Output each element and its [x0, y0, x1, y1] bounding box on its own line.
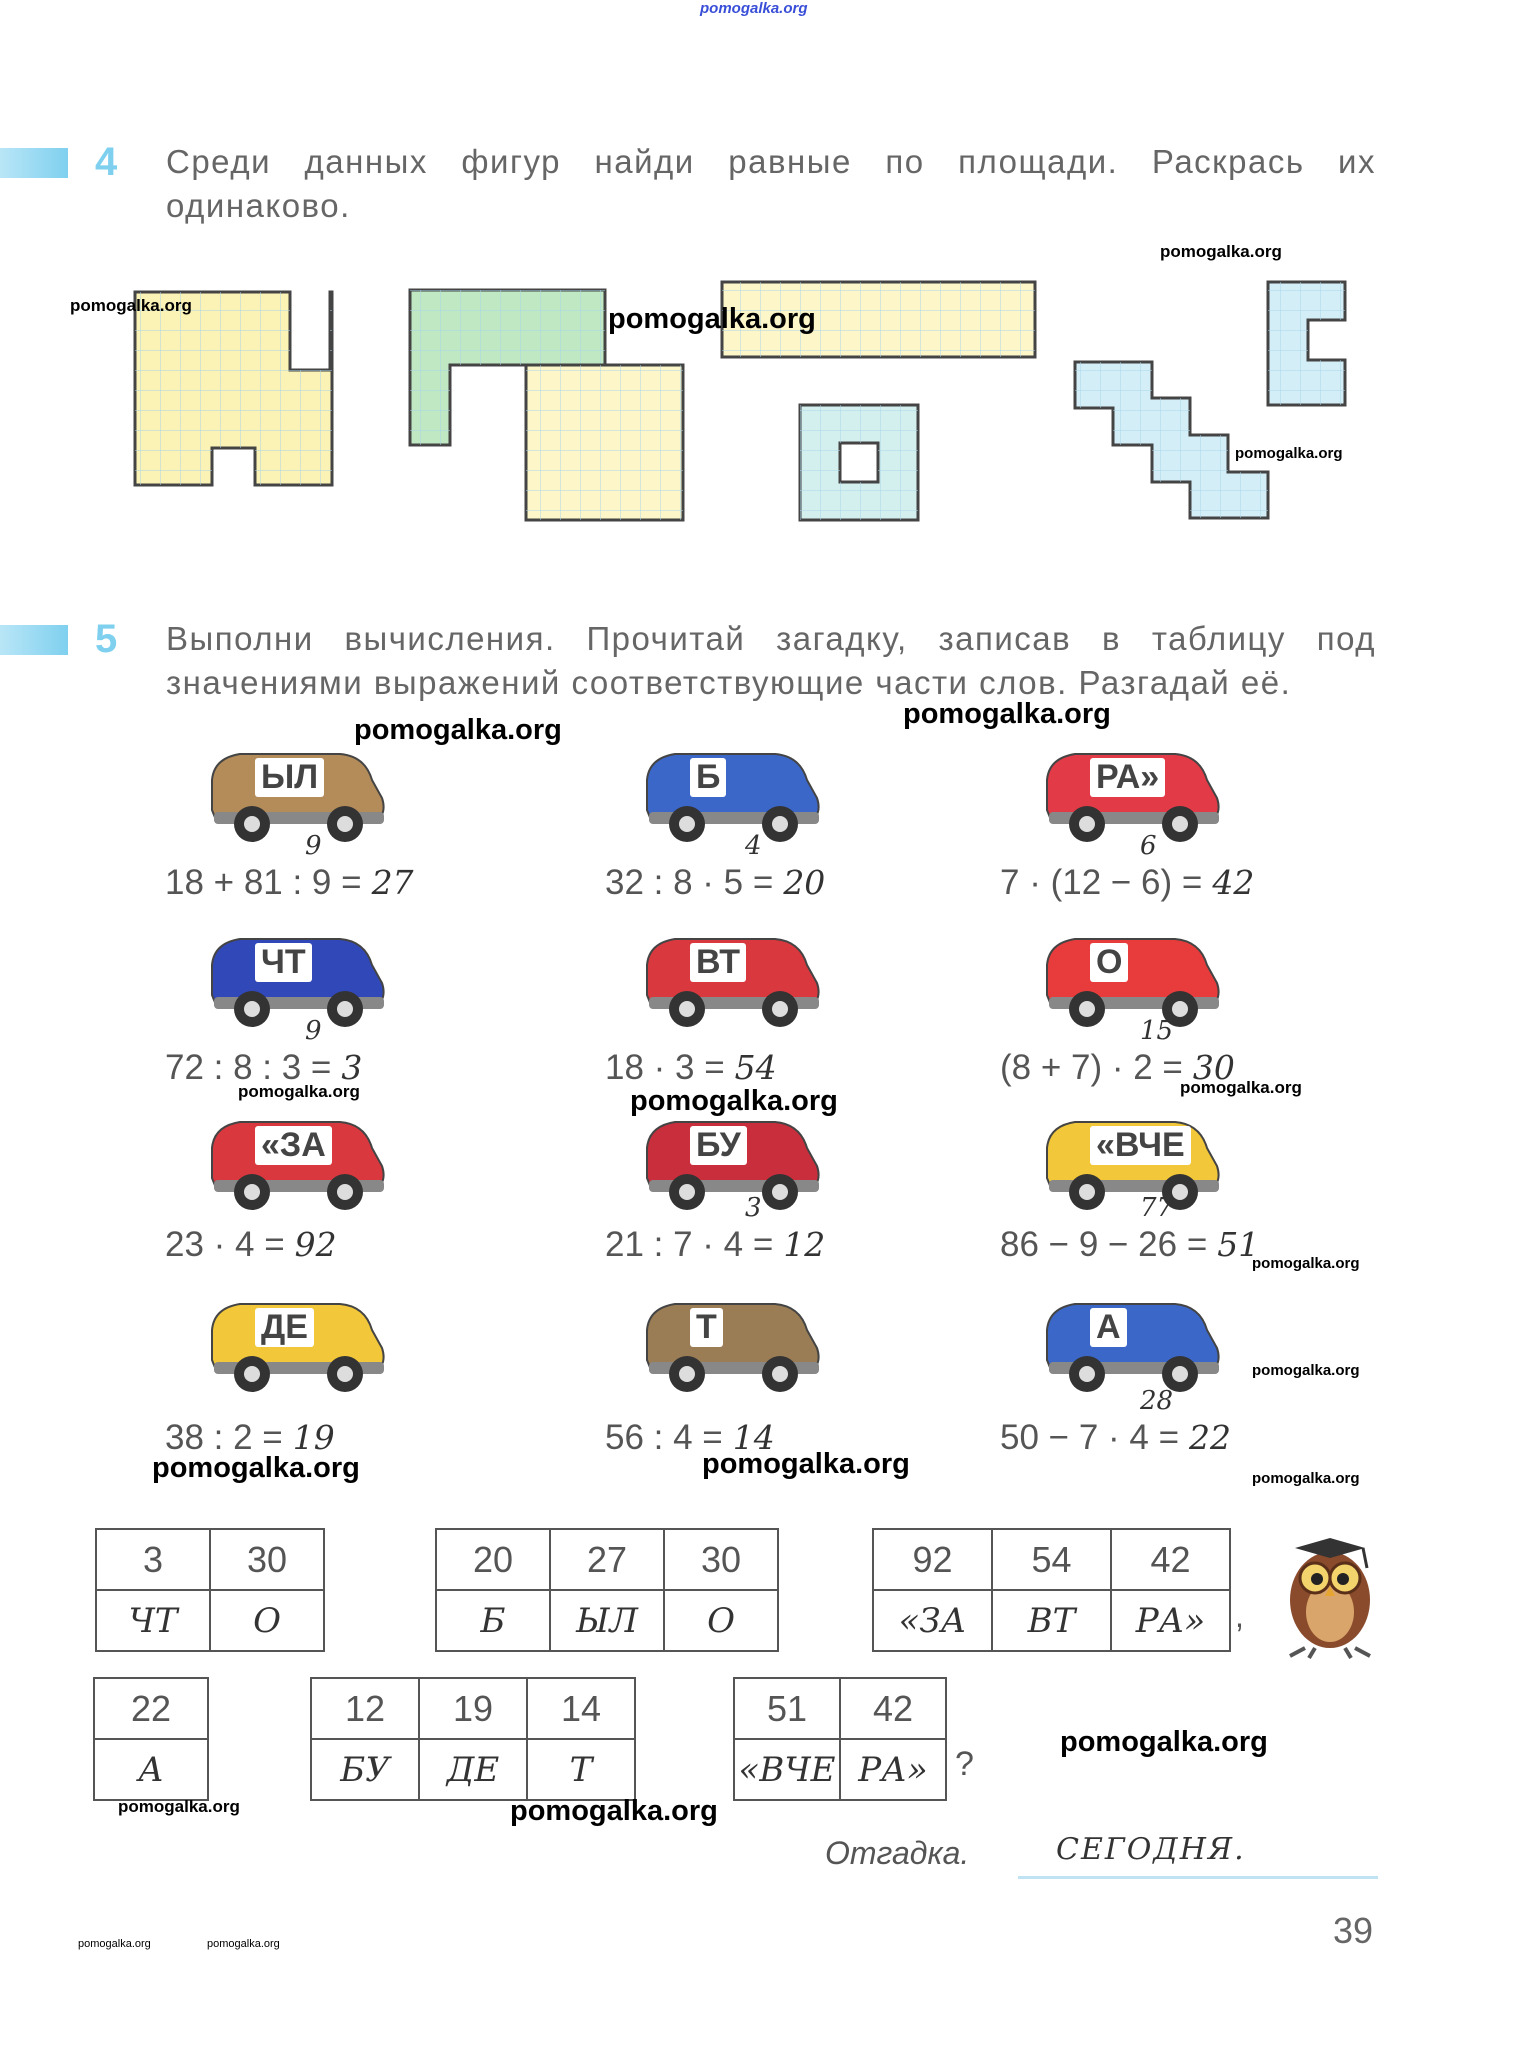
car-picture	[635, 740, 825, 850]
task5-number: 5	[95, 617, 118, 661]
expression-text: 7 · (12 − 6) =	[1000, 863, 1203, 902]
figure-big-square	[526, 365, 683, 520]
expression-answer[interactable]: 42	[1212, 863, 1255, 902]
car-word-part: «ВЧЕ	[1090, 1126, 1191, 1165]
expression-answer[interactable]: 3	[341, 1048, 363, 1087]
answer-table-4	[93, 1677, 209, 1801]
table-word-part[interactable]: БУ	[311, 1739, 419, 1800]
comma: ,	[1235, 1598, 1244, 1634]
car-picture	[200, 1108, 390, 1218]
car-word-part: ВТ	[690, 943, 746, 982]
watermark: pomogalka.org	[152, 1452, 360, 1484]
expression-text: 50 − 7 · 4 =	[1000, 1418, 1180, 1457]
answer-table-2	[435, 1528, 779, 1652]
expression	[1000, 863, 1254, 903]
car-picture	[200, 925, 390, 1035]
task5-text: Выполни вычисления. Прочитай загадку, записав в таблицу под значениями выражений соответствующие части слов. Разгадай её.	[166, 620, 1376, 701]
intermediate-note: 4	[745, 831, 762, 861]
owl-picture	[1275, 1520, 1390, 1660]
car-picture	[200, 740, 390, 850]
task4-number: 4	[95, 140, 118, 184]
watermark: pomogalka.org	[510, 1795, 718, 1827]
table-value: 14	[527, 1678, 635, 1739]
expression-text: 18 + 81 : 9 =	[165, 863, 362, 902]
intermediate-note: 9	[305, 831, 322, 861]
answer-table-6	[733, 1677, 947, 1801]
table-value: 27	[550, 1529, 664, 1590]
watermark: pomogalka.org	[207, 1938, 280, 1950]
watermark: pomogalka.org	[118, 1797, 240, 1816]
car-picture	[1035, 925, 1225, 1035]
table-word-part[interactable]: Т	[527, 1739, 635, 1800]
table-value: 22	[94, 1678, 208, 1739]
car-word-part: Б	[690, 758, 726, 797]
expression-answer[interactable]: 14	[732, 1418, 775, 1457]
car-picture	[1035, 1108, 1225, 1218]
answer-table-5	[310, 1677, 636, 1801]
expression-text: 21 : 7 · 4 =	[605, 1225, 774, 1264]
expression-text: 23 · 4 =	[165, 1225, 285, 1264]
expression-answer[interactable]: 19	[292, 1418, 335, 1457]
table-value: 92	[873, 1529, 992, 1590]
table-word-part[interactable]: Б	[436, 1590, 550, 1651]
task5-marker	[0, 625, 68, 655]
expression-answer[interactable]: 30	[1192, 1048, 1235, 1087]
table-value: 30	[664, 1529, 778, 1590]
expression-answer[interactable]: 12	[783, 1225, 826, 1264]
table-value: 30	[210, 1529, 324, 1590]
table-value: 19	[419, 1678, 527, 1739]
watermark: pomogalka.org	[238, 1082, 360, 1101]
watermark: pomogalka.org	[70, 296, 192, 315]
intermediate-note: 15	[1140, 1016, 1174, 1046]
expression	[1000, 1418, 1231, 1458]
table-word-part[interactable]: «ВЧЕ	[734, 1739, 840, 1800]
watermark: pomogalka.org	[1252, 1470, 1360, 1487]
top-watermark: pomogalka.org	[700, 0, 808, 17]
expression-answer[interactable]: 27	[371, 863, 414, 902]
table-value: 51	[734, 1678, 840, 1739]
watermark: pomogalka.org	[354, 714, 562, 746]
car-word-part: А	[1090, 1308, 1127, 1347]
car-word-part: «ЗА	[255, 1126, 332, 1165]
watermark: pomogalka.org	[1252, 1255, 1360, 1272]
car-word-part: ЧТ	[255, 943, 312, 982]
car-picture	[635, 1108, 825, 1218]
figure-c-shape	[1268, 282, 1345, 405]
watermark: pomogalka.org	[702, 1448, 910, 1480]
table-word-part[interactable]: «ЗА	[873, 1590, 992, 1651]
table-word-part[interactable]: РА»	[1111, 1590, 1230, 1651]
table-word-part[interactable]: О	[664, 1590, 778, 1651]
expression	[605, 1048, 777, 1088]
table-value: 12	[311, 1678, 419, 1739]
car-picture	[200, 1290, 390, 1400]
expression-text: (8 + 7) · 2 =	[1000, 1048, 1183, 1087]
watermark: pomogalka.org	[608, 303, 816, 335]
expression-text: 56 : 4 =	[605, 1418, 723, 1457]
expression-answer[interactable]: 20	[783, 863, 826, 902]
expression-text: 18 · 3 =	[605, 1048, 725, 1087]
car-picture	[1035, 740, 1225, 850]
table-word-part[interactable]: ДЕ	[419, 1739, 527, 1800]
watermark: pomogalka.org	[1160, 242, 1282, 261]
table-value: 42	[840, 1678, 946, 1739]
intermediate-note: 3	[745, 1193, 762, 1223]
expression-answer[interactable]: 22	[1189, 1418, 1232, 1457]
car-word-part: РА»	[1090, 758, 1165, 797]
table-value: 54	[992, 1529, 1111, 1590]
table-value: 42	[1111, 1529, 1230, 1590]
expression	[605, 1225, 825, 1265]
watermark: pomogalka.org	[78, 1938, 151, 1950]
intermediate-note: 6	[1140, 831, 1157, 861]
expression	[165, 863, 414, 903]
table-word-part[interactable]: ЫЛ	[550, 1590, 664, 1651]
task4-marker	[0, 148, 68, 178]
expression	[165, 1225, 337, 1265]
figure-h-shape	[135, 292, 332, 485]
expression-answer[interactable]: 51	[1217, 1225, 1260, 1264]
table-value: 20	[436, 1529, 550, 1590]
car-word-part: ЫЛ	[255, 758, 324, 797]
watermark: pomogalka.org	[1180, 1078, 1302, 1097]
answer-value: СЕГОДНЯ.	[1056, 1832, 1246, 1867]
expression-answer[interactable]: 54	[734, 1048, 777, 1087]
watermark: pomogalka.org	[1252, 1362, 1360, 1379]
figure-staircase	[1075, 362, 1268, 518]
table-word-part[interactable]: ВТ	[992, 1590, 1111, 1651]
car-picture	[635, 925, 825, 1035]
watermark: pomogalka.org	[903, 698, 1111, 730]
car-word-part: ДЕ	[255, 1308, 314, 1347]
car-word-part: О	[1090, 943, 1128, 982]
expression-answer[interactable]: 92	[294, 1225, 337, 1264]
watermark: pomogalka.org	[1060, 1726, 1268, 1758]
car-picture	[635, 1290, 825, 1400]
expression-text: 38 : 2 =	[165, 1418, 283, 1457]
intermediate-note: 28	[1140, 1386, 1174, 1416]
car-picture	[1035, 1290, 1225, 1400]
answer-table-3	[872, 1528, 1231, 1652]
expression-text: 72 : 8 : 3 =	[165, 1048, 332, 1087]
car-word-part: Т	[690, 1308, 723, 1347]
car-word-part: БУ	[690, 1126, 747, 1165]
answer-table-1	[95, 1528, 325, 1652]
watermark: pomogalka.org	[1235, 445, 1343, 462]
figure-frame-square	[800, 405, 918, 520]
table-value: 3	[96, 1529, 210, 1590]
answer-label: Отгадка.	[825, 1835, 970, 1871]
question-mark: ?	[955, 1745, 974, 1783]
table-word-part[interactable]: РА»	[840, 1739, 946, 1800]
intermediate-note: 9	[305, 1016, 322, 1046]
task4-text: Среди данных фигур найди равные по площади. Раскрась их одинаково.	[166, 143, 1376, 224]
intermediate-note: 77	[1140, 1193, 1174, 1223]
page-number: 39	[1333, 1910, 1374, 1951]
expression	[1000, 1225, 1259, 1265]
watermark: pomogalka.org	[630, 1085, 838, 1117]
expression-text: 86 − 9 − 26 =	[1000, 1225, 1208, 1264]
table-word-part[interactable]: О	[210, 1590, 324, 1651]
table-word-part[interactable]: ЧТ	[96, 1590, 210, 1651]
table-word-part[interactable]: А	[94, 1739, 208, 1800]
answer-line[interactable]	[1018, 1832, 1378, 1879]
expression	[605, 863, 825, 903]
expression-text: 32 : 8 · 5 =	[605, 863, 774, 902]
